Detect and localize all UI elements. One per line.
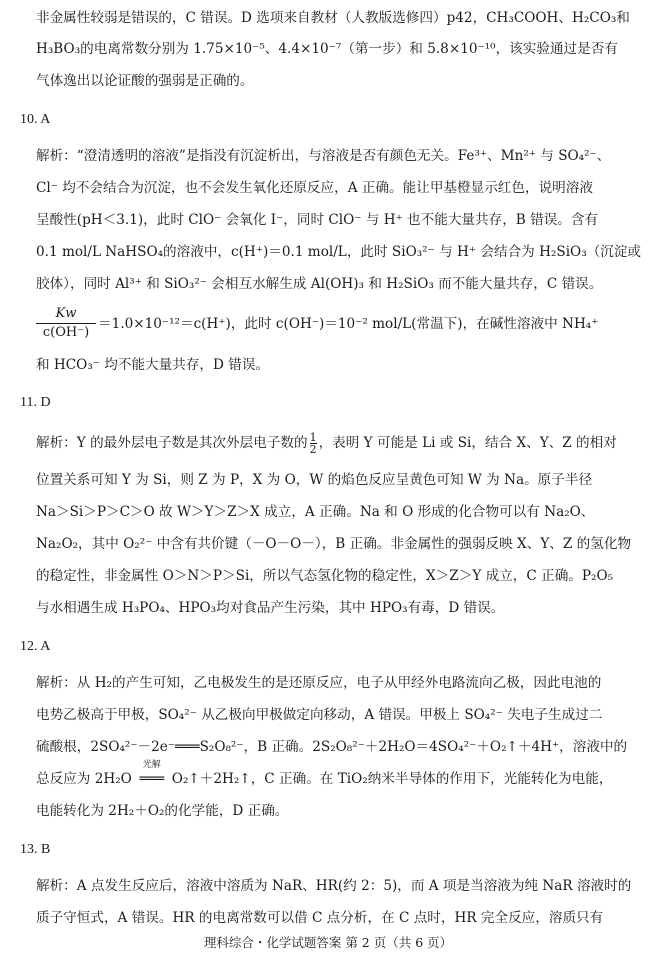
text-line: 质子守恒式，A 错误。HR 的电离常数可以借 C 点分析，在 C 点时，HR 完全反应，溶质只有 <box>36 910 604 926</box>
text-segment: ，表明 Y 可能是 Li 或 Si，结合 X、Y、Z 的相对 <box>318 435 617 451</box>
text-line: 电势乙极高于甲极，SO₄²⁻ 从乙极向甲极做定向移动，A 错误。甲极上 SO₄²⁻ 失电子生成过二 <box>36 707 603 723</box>
page-footer: 理科综合・化学试题答案 第 2 页（共 6 页） <box>203 935 453 950</box>
fraction-denominator: 2 <box>309 443 317 456</box>
text-line: H₃BO₃的电离常数分别为 1.75×10⁻⁵、4.4×10⁻⁷（第一步）和 5.8×10⁻¹⁰，该实验通过是否有 <box>36 41 618 57</box>
text-line: 气体逸出以论证酸的强弱是正确的。 <box>36 73 254 89</box>
text-line: 0.1 mol/L NaHSO₄的溶液中，c(H⁺)＝0.1 mol/L，此时 SiO₃²⁻ 与 H⁺ 会结合为 H₂SiO₃（沉淀或 <box>36 244 642 260</box>
text-line: ＝1.0×10⁻¹²＝c(H⁺)，此时 c(OH⁻)＝10⁻² mol/L(常温下)，在碱性溶液中 NH₄⁺ <box>98 316 599 332</box>
text-line: 和 HCO₃⁻ 均不能大量共存，D 错误。 <box>36 357 270 373</box>
text-line: 非金属性较弱是错误的，C 错误。D 选项来自教材（人教版选修四）p42，CH₃COOH、H₂CO₃和 <box>36 10 630 26</box>
fraction-denominator: c(OH⁻) <box>42 325 90 340</box>
text-line: 位置关系可知 Y 为 Si，则 Z 为 P，X 为 O，W 的焰色反应呈黄色可知 W 为 Na。原子半径 <box>36 472 593 488</box>
text-line: 电能转化为 2H₂＋O₂的化学能，D 正确。 <box>36 803 289 819</box>
text-line: 呈酸性(pH＜3.1)，此时 ClO⁻ 会氧化 I⁻，同时 ClO⁻ 与 H⁺ 也不能大量共存，B 错误。含有 <box>36 212 599 228</box>
text-line: Na₂O₂，其中 O₂²⁻ 中含有共价键（－O－O－），B 正确。非金属性的强弱反映 X、Y、Z 的氢化物 <box>36 536 632 552</box>
text-line: 的稳定性，非金属性 O＞N＞P＞Si，所以气态氢化物的稳定性，X＞Z＞Y 成立，C 正确。P₂O₅ <box>36 568 614 584</box>
text-line: 硫酸根，2SO₄²⁻－2e⁻═══S₂O₈²⁻，B 正确。2S₂O₈²⁻＋2H₂O＝4SO₄²⁻＋O₂↑＋4H⁺，溶液中的 <box>36 739 628 755</box>
text-line: 解析：从 H₂的产生可知，乙电极发生的是还原反应，电子从甲经外电路流向乙极，因此电池的 <box>36 675 602 691</box>
text-line: 与水相遇生成 H₃PO₄、HPO₃均对食品产生污染，其中 HPO₃有毒，D 错误。 <box>36 600 505 616</box>
text-line: Cl⁻ 均不会结合为沉淀，也不会发生氧化还原反应，A 正确。能让甲基橙显示红色，说明溶液 <box>36 180 593 196</box>
question-11-answer: 11. D <box>20 395 51 410</box>
text-line <box>36 760 640 789</box>
question-13-answer: 13. B <box>20 842 51 857</box>
fraction-numerator: 1 <box>309 431 317 444</box>
reaction-arrow: 光解 ═══ <box>132 769 172 789</box>
half-fraction <box>310 432 317 455</box>
question-12-answer: 12. A <box>20 639 51 654</box>
text-segment: O₂↑＋2H₂↑，C 正确。在 TiO₂纳米半导体的作用下，光能转化为电能， <box>171 771 613 787</box>
text-segment: 解析：Y 的最外层电子数是其次外层电子数的 <box>36 435 308 451</box>
text-line <box>36 432 640 455</box>
kw-fraction <box>36 306 96 341</box>
question-10-answer: 10. A <box>20 112 51 127</box>
text-line: 胶体），同时 Al³⁺ 和 SiO₃²⁻ 会相互水解生成 Al(OH)₃ 和 H₂SiO₃ 而不能大量共存，C 错误。 <box>36 276 603 292</box>
reaction-condition: 光解 <box>142 760 161 770</box>
fraction-numerator: Kw <box>36 306 96 324</box>
text-line: 解析：“澄清透明的溶液”是指没有沉淀析出，与溶液是否有颜色无关。Fe³⁺、Mn²⁺ 与 SO₄²⁻、 <box>36 148 611 164</box>
text-line: 解析：A 点发生反应后，溶液中溶质为 NaR、HR(约 2：5)，而 A 项是当溶液为纯 NaR 溶液时的 <box>36 878 632 894</box>
text-segment: 总反应为 2H₂O <box>36 771 132 787</box>
text-line: Na＞Si＞P＞C＞O 故 W＞Y＞Z＞X 成立，A 正确。Na 和 O 形成的化合物可以有 Na₂O、 <box>36 504 595 520</box>
